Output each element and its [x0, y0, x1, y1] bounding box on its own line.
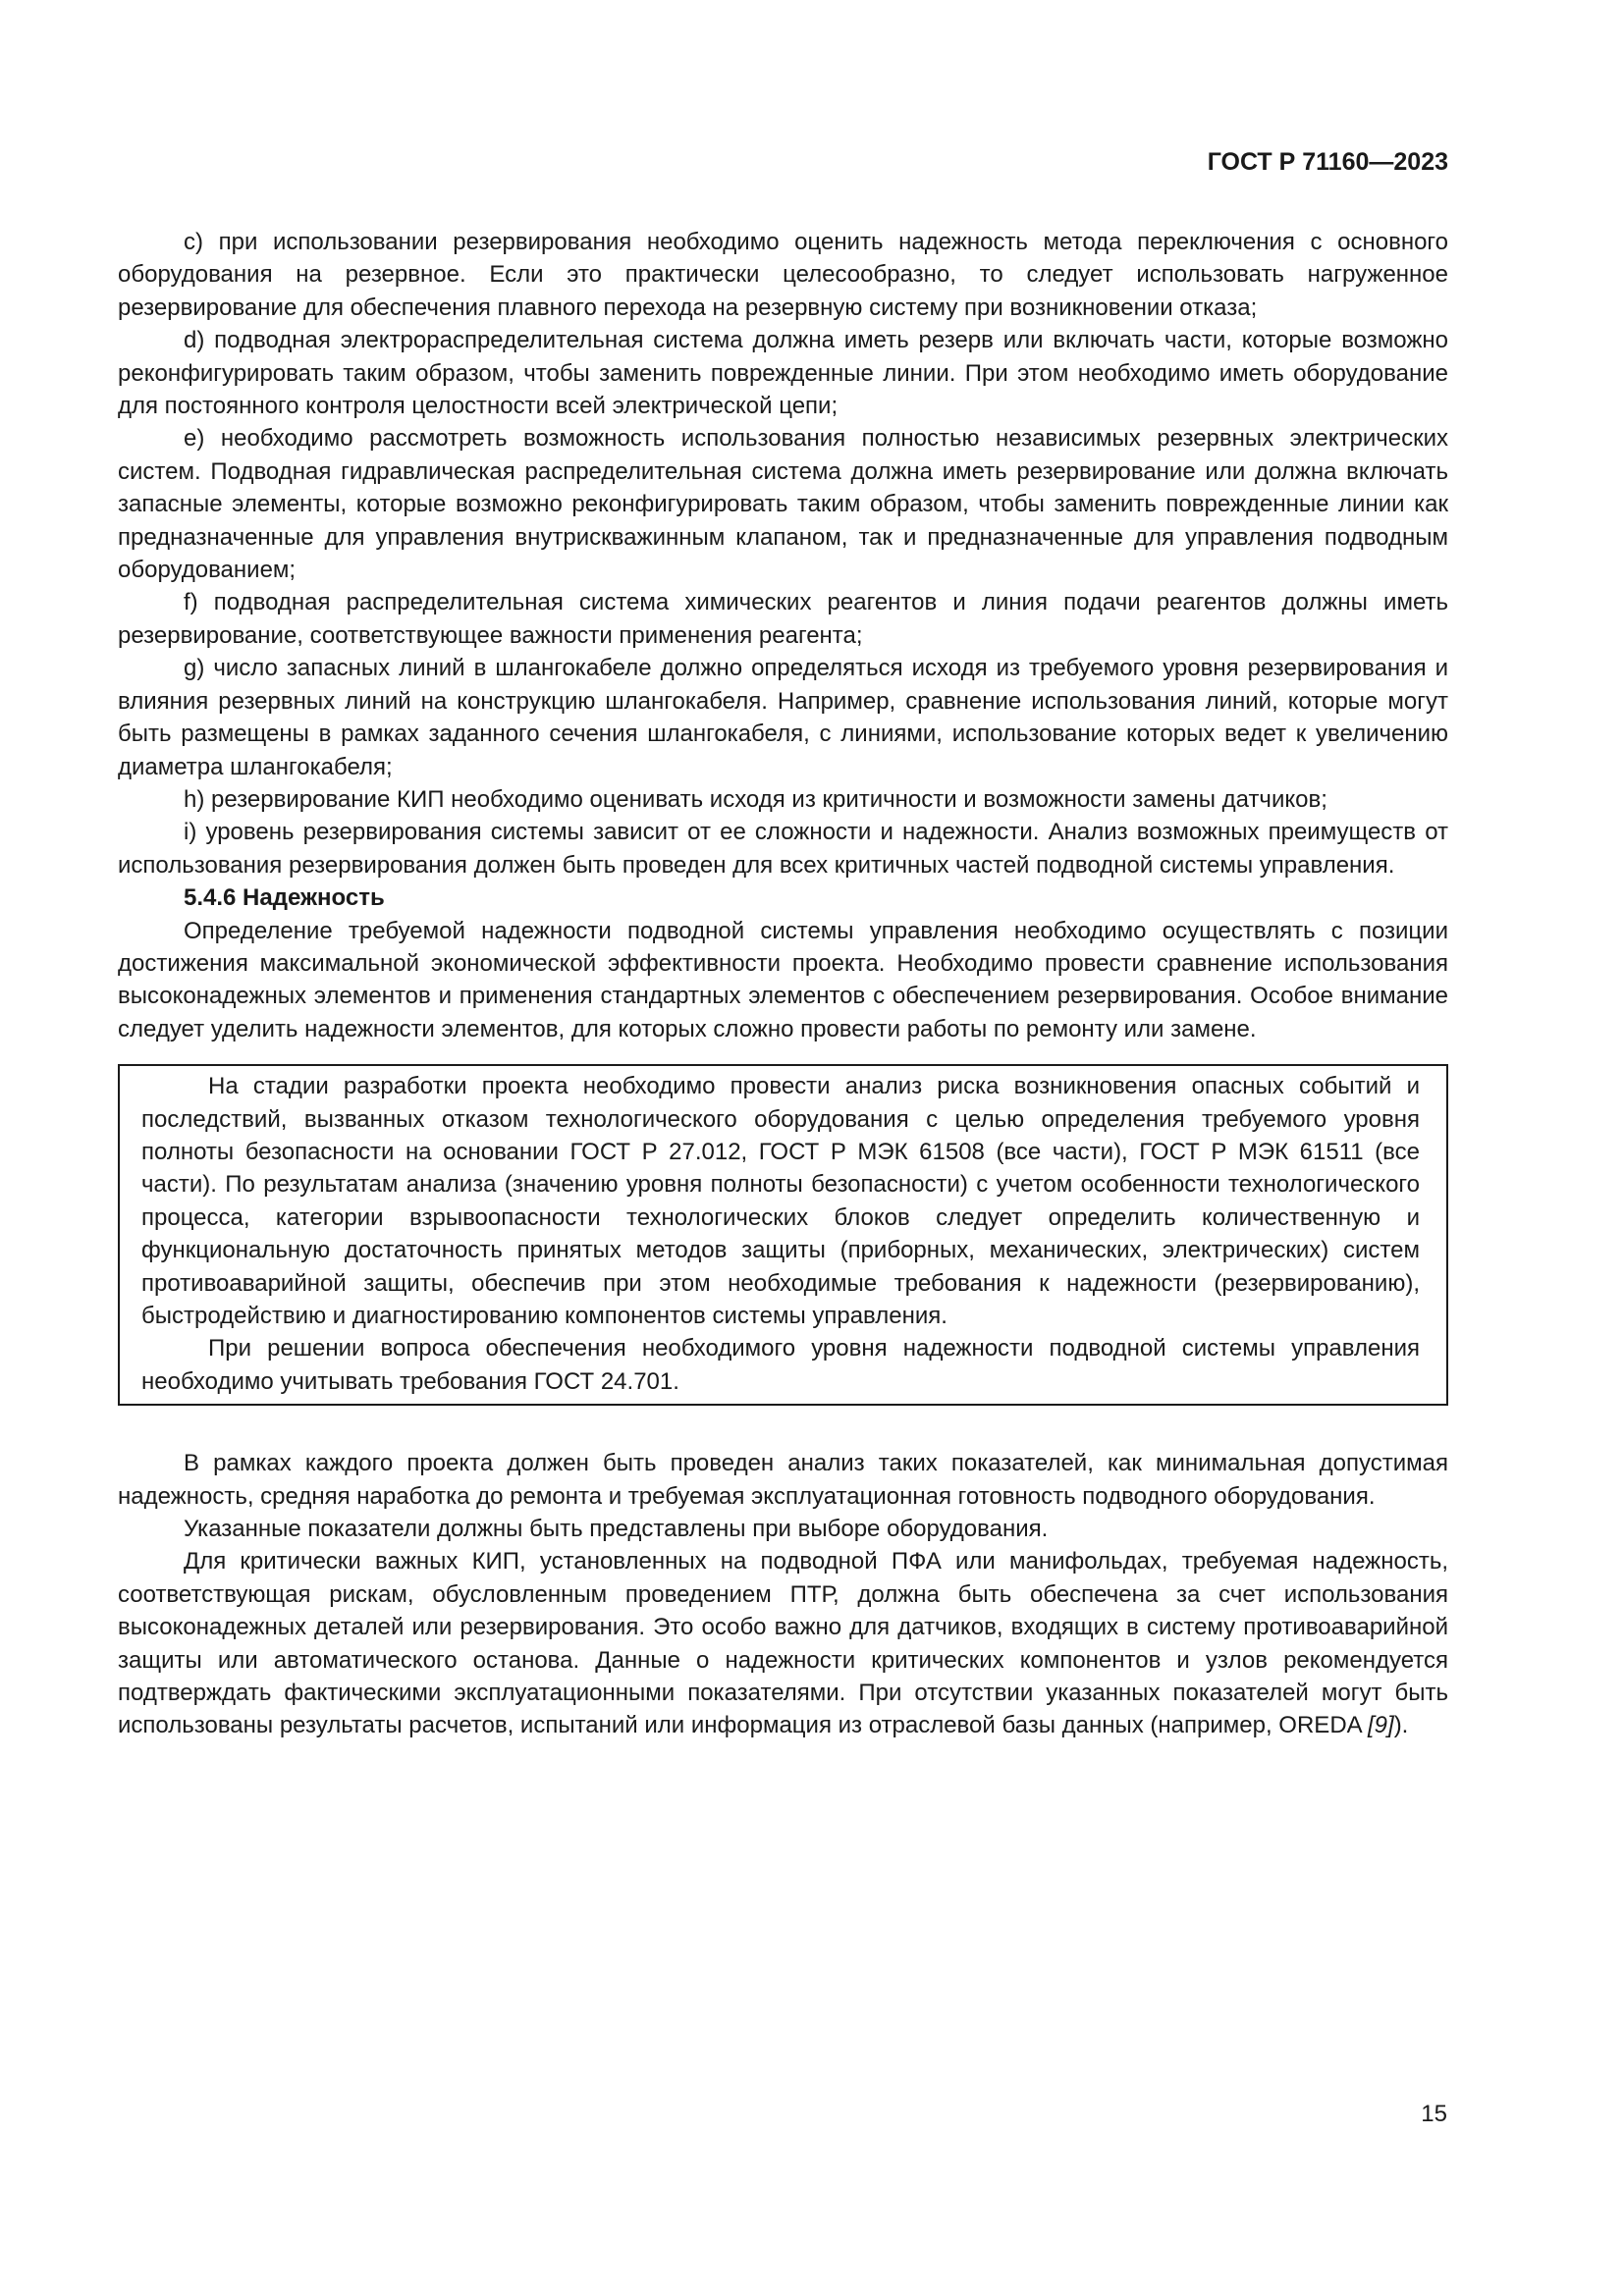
- paragraph-indicators: В рамках каждого проекта должен быть проведен анализ таких показателей, как минимальная допустимая надежность, средняя наработка до ремонта и требуемая эксплуатационная готовность подводного оборудования.: [118, 1450, 1448, 1510]
- section-intro: Определение требуемой надежности подводной системы управления необходимо осуществлять с позиции достижения максимальной экономической эффективности проекта. Необходимо провести сравнение использования высоконадежных элементов и применения стандартных элементов с обеспечением резервирования. Особое внимание следует уделить надежности элементов, для которых сложно провести работы по ремонту или замене.: [118, 917, 1448, 1042]
- list-item-f: f) подводная распределительная система химических реагентов и линия подачи реагентов должны иметь резервирование, соответствующее важности применения реагента;: [118, 589, 1448, 649]
- paragraph-critical-instruments-text: Для критически важных КИП, установленных на подводной ПФА или манифольдах, требуемая надежность, соответствующая рискам, обусловленным проведением ПТР, должна быть обеспечена за счет использования высоконадежных деталей или резервирования. Это особо важно для датчиков, входящих в систему противоаварийной защиты или автоматического останова. Данные о надежности критических компонентов и узлов рекомендуется подтверждать фактическими эксплуатационными показателями. При отсутствии указанных показателей могут быть использованы результаты расчетов, испытаний или информация из отраслевой базы данных (например, OREDA: [118, 1548, 1448, 1739]
- paragraph-selection: Указанные показатели должны быть представлены при выборе оборудования.: [184, 1516, 1049, 1543]
- section-heading: 5.4.6 Надежность: [184, 884, 385, 912]
- list-item-g: g) число запасных линий в шлангокабеле должно определяться исходя из требуемого уровня резервирования и влияния резервных линий на конструкцию шлангокабеля. Например, сравнение использования линий, которые могут быть размещены в рамках заданного сечения шлангокабеля, с линиями, использование которых ведет к увеличению диаметра шлангокабеля;: [118, 655, 1448, 780]
- list-item-e: е) необходимо рассмотреть возможность использования полностью независимых резервных электрических систем. Подводная гидравлическая распределительная система должна иметь резервирование или должна включать запасные элементы, которые возможно реконфигурировать таким образом, чтобы заменить поврежденные линии как предназначенные для управления внутрискважинным клапаном, так и предназначенные для управления подводным оборудованием;: [118, 425, 1448, 584]
- list-item-c: c) при использовании резервирования необходимо оценить надежность метода переключения с основного оборудования на резервное. Если это практически целесообразно, то следует использовать нагруженное резервирование для обеспечения плавного перехода на резервную систему при возникновении отказа;: [118, 229, 1448, 321]
- page-content: [118, 226, 1448, 1742]
- paragraph-critical-instruments-end: ).: [1393, 1712, 1409, 1739]
- document-header: ГОСТ Р 71160—2023: [1207, 148, 1448, 176]
- bibliography-reference: [9]: [1368, 1712, 1394, 1739]
- list-item-h: h) резервирование КИП необходимо оценивать исходя из критичности и возможности замены датчиков;: [184, 785, 1327, 813]
- list-item-d: d) подводная электрораспределительная система должна иметь резерв или включать части, которые возможно реконфигурировать таким образом, чтобы заменить поврежденные линии. При этом необходимо иметь оборудование для постоянного контроля целостности всей электрической цепи;: [118, 327, 1448, 420]
- boxed-note: [118, 1064, 1448, 1406]
- list-item-i: i) уровень резервирования системы зависит от ее сложности и надежности. Анализ возможных преимуществ от использования резервирования должен быть проведен для всех критичных частей подводной системы управления.: [118, 819, 1448, 879]
- paragraph-critical-instruments: [118, 1545, 1448, 1741]
- page-number: 15: [1421, 2101, 1447, 2127]
- boxed-note-paragraph-2: При решении вопроса обеспечения необходимого уровня надежности подводной системы управления необходимо учитывать требования ГОСТ 24.701.: [141, 1335, 1420, 1395]
- boxed-note-paragraph-1: На стадии разработки проекта необходимо провести анализ риска возникновения опасных событий и последствий, вызванных отказом технологического оборудования с целью определения требуемого уровня полноты безопасности на основании ГОСТ Р 27.012, ГОСТ Р МЭК 61508 (все части), ГОСТ Р МЭК 61511 (все части). По результатам анализа (значению уровня полноты безопасности) с учетом особенности технологического процесса, категории взрывоопасности технологических блоков следует определить количественную и функциональную достаточность принятых методов защиты (приборных, механических, электрических) систем противоаварийной защиты, обеспечив при этом необходимые требования к надежности (резервированию), быстродействию и диагностированию компонентов системы управления.: [141, 1073, 1420, 1329]
